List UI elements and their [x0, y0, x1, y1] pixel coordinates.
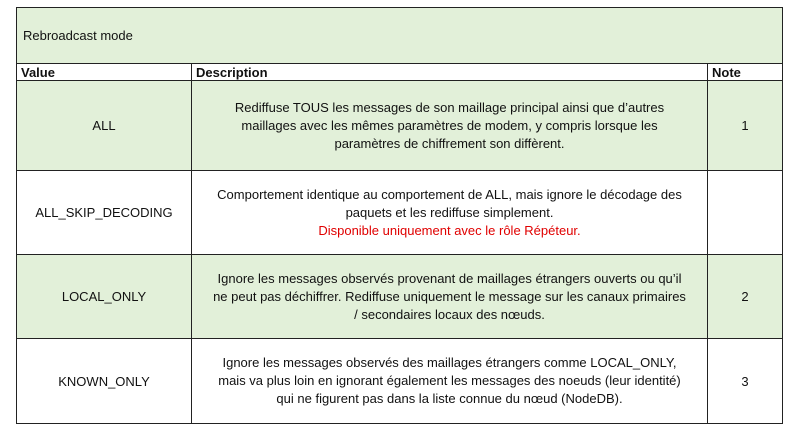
row-note: 1: [741, 118, 749, 133]
row-description: [192, 255, 708, 338]
row-note: 2: [741, 289, 749, 304]
row-value: LOCAL_ONLY: [17, 255, 192, 338]
row-description: [192, 81, 708, 170]
header-value: Value: [17, 64, 192, 80]
table-row-local-only: [17, 255, 782, 339]
row-description-text: Comportement identique au comportement de ALL, mais ignore le décodage des paquets et les rediffuse simplement.: [217, 186, 682, 220]
row-description-text: Rediffuse TOUS les messages de son maillage principal ainsi que d’autres maillages avec les mêmes paramètres de modem, y compris lorsque les paramètres de chiffrement son diffèrent.: [234, 99, 665, 151]
header-note: Note: [712, 64, 741, 80]
row-description-text: Ignore les messages observés des maillages étrangers comme LOCAL_ONLY, mais va plus loin en ignorant également les messages des noeuds (leur identité) qui ne figurent pas dans la liste connue du nœud (NodeDB).: [218, 355, 681, 406]
row-value: KNOWN_ONLY: [17, 339, 192, 423]
row-value: ALL_SKIP_DECODING: [17, 171, 192, 254]
row-note: [708, 171, 782, 254]
table-row-known-only: [17, 339, 782, 423]
row-description-text: Ignore les messages observés provenant de maillages étrangers ouverts ou qu’il ne peut pas déchiffrer. Rediffuse uniquement le message sur les canaux primaires / secondaires locaux des nœuds.: [213, 270, 686, 322]
row-description: [192, 339, 708, 423]
header-description: Description: [192, 64, 708, 80]
table-row-all: [17, 81, 782, 171]
table-header-row: [17, 64, 782, 81]
row-description: [192, 171, 708, 254]
table-row-all-skip-decoding: [17, 171, 782, 255]
row-value: ALL: [17, 81, 192, 170]
row-note: 3: [741, 373, 749, 389]
row-availability-warning: Disponible uniquement avec le rôle Répéteur.: [318, 222, 581, 238]
rebroadcast-mode-table: [16, 7, 783, 424]
table-title: Rebroadcast mode: [17, 8, 782, 64]
